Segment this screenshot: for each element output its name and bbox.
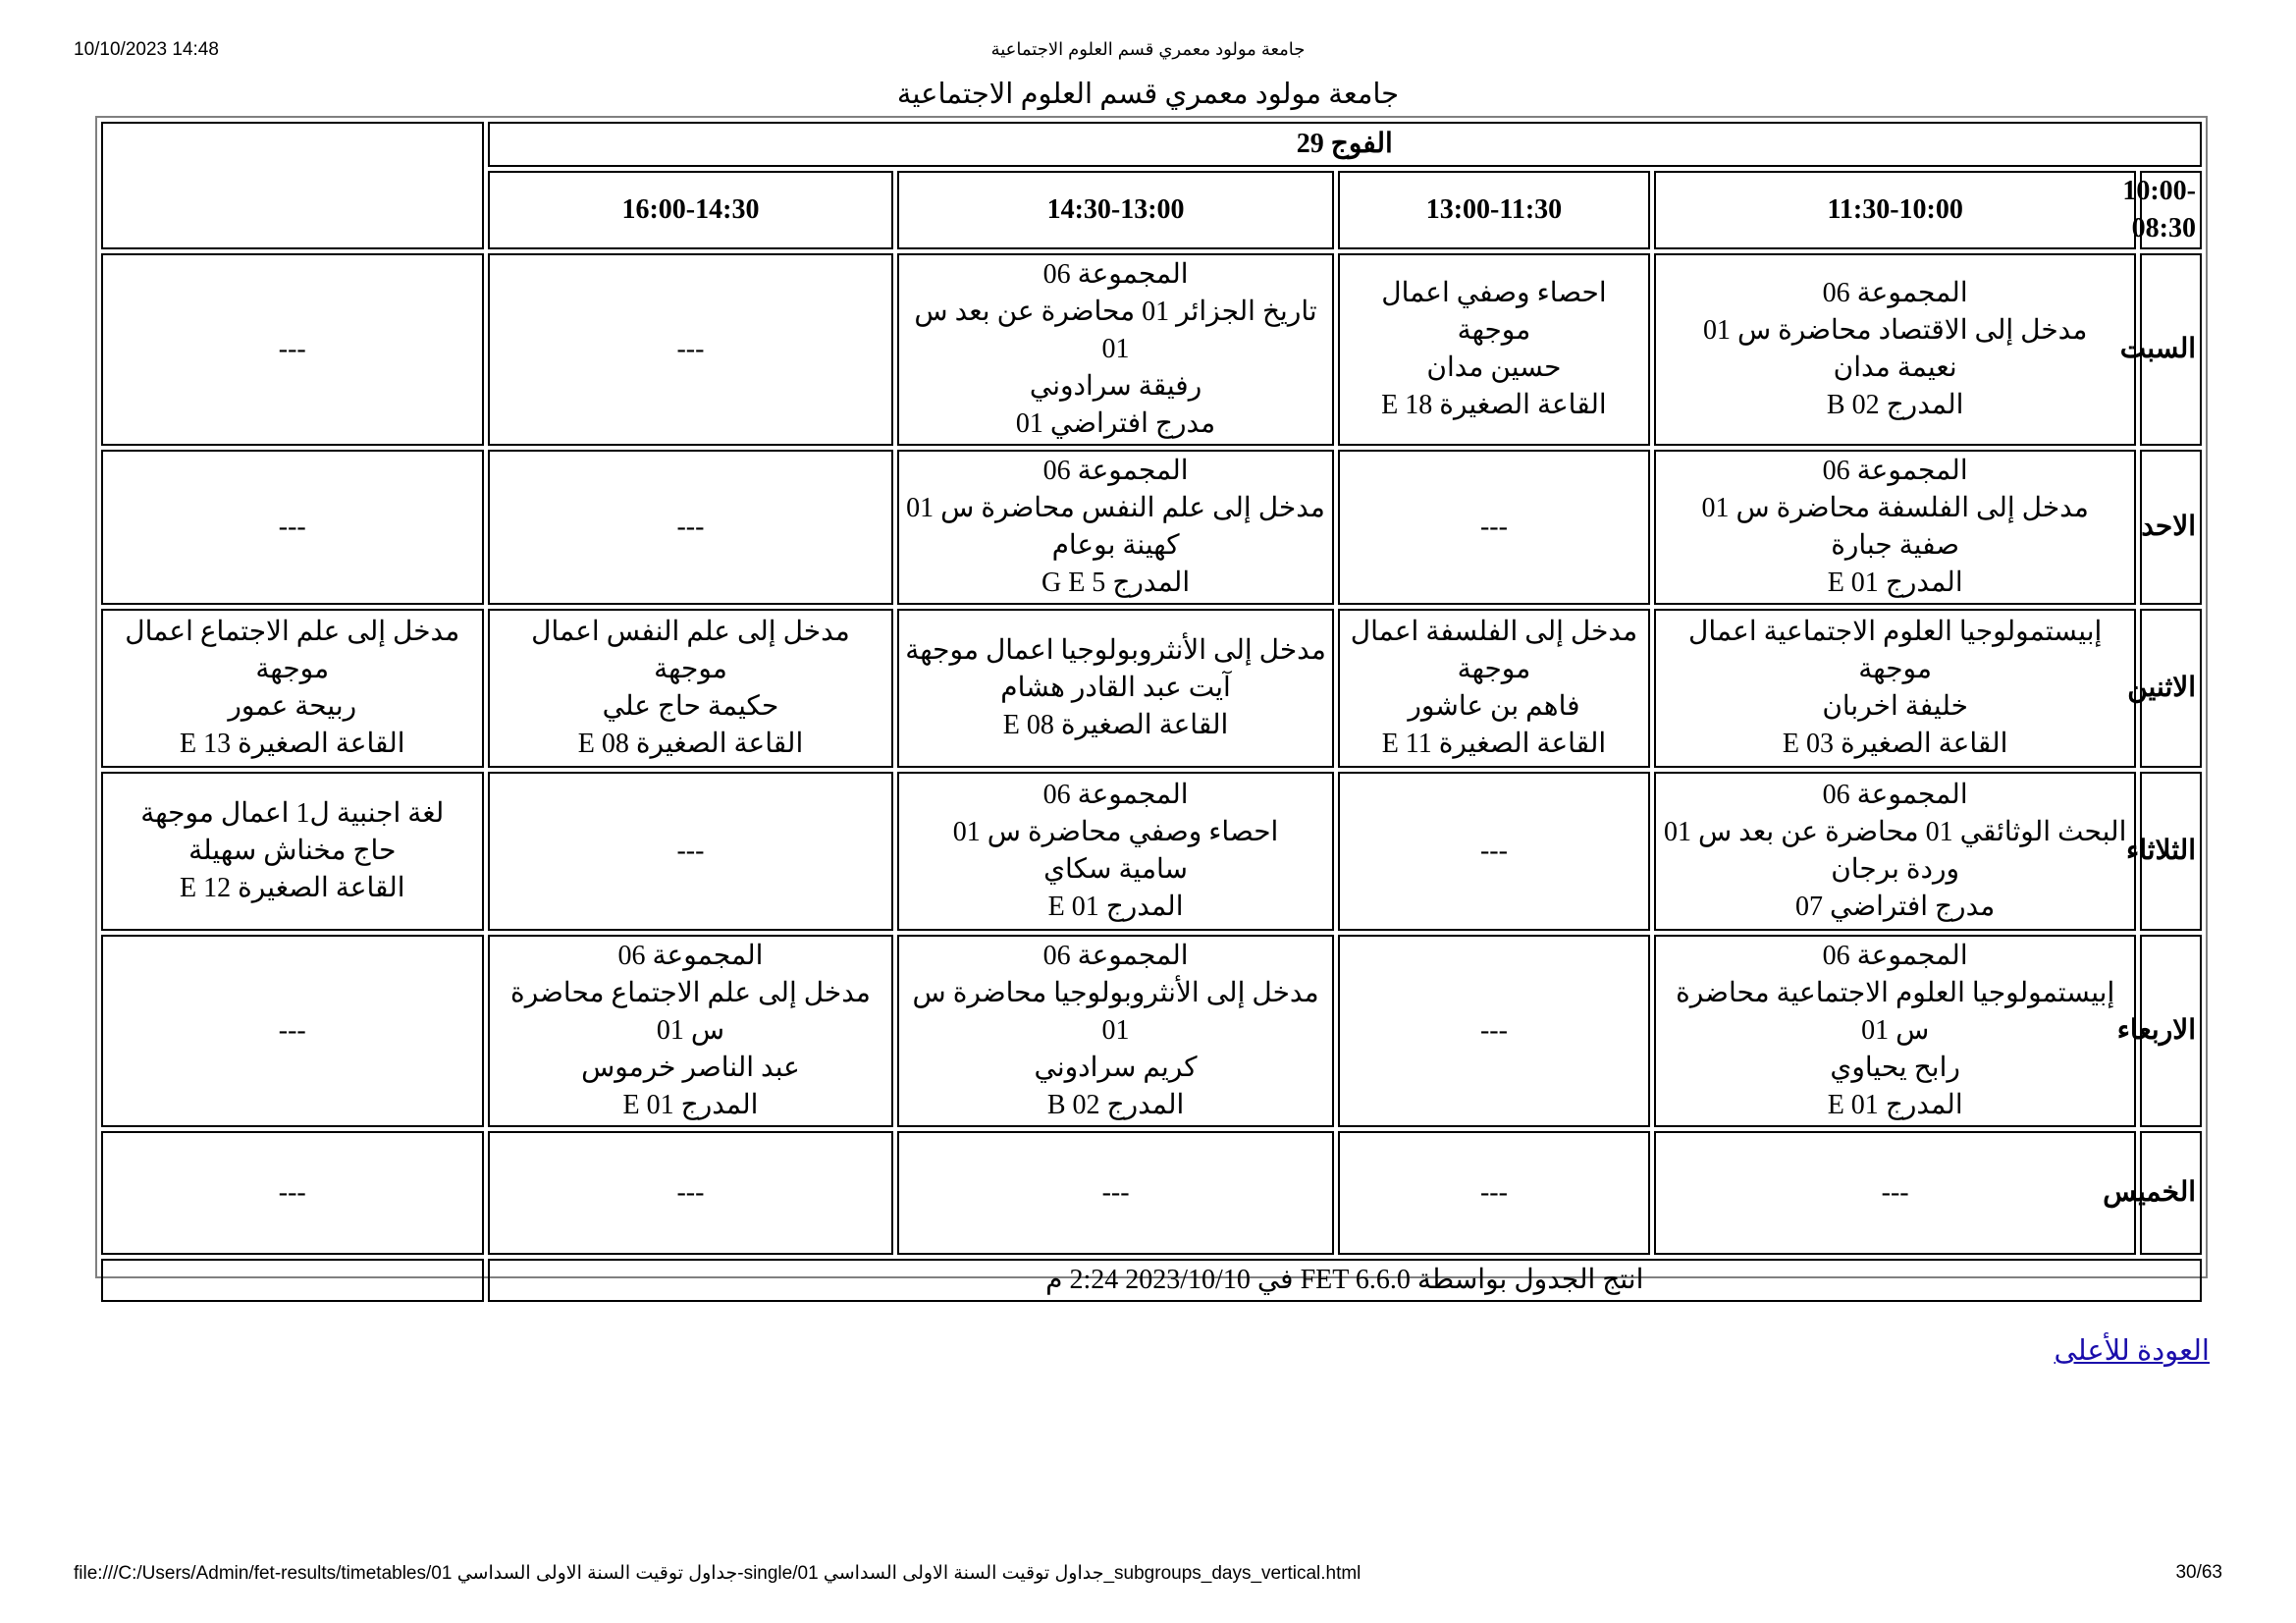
print-header (74, 39, 2222, 69)
cell-line: القاعة الصغيرة E 13 (180, 729, 405, 759)
day-label: السبت (2140, 253, 2202, 446)
cell-line: آيت عبد القادر هشام (1000, 673, 1231, 703)
timetable-cell (1654, 935, 2136, 1127)
cell-line: --- (676, 334, 705, 364)
cell-line: المجموعة 06 (1822, 780, 1968, 810)
cell-line: --- (278, 334, 306, 364)
timetable-cell (897, 253, 1333, 446)
cell-line: المدرج G E 5 (1041, 568, 1191, 598)
timetable-cell (1338, 609, 1651, 768)
timetable-cell (1654, 772, 2136, 931)
cell-line: احصاء وصفي محاضرة س 01 (952, 817, 1279, 847)
generated-note: انتج الجدول بواسطة FET 6.6.0 في 2023/10/10 2:24 م (488, 1259, 2202, 1302)
cell-line: --- (278, 512, 306, 542)
cell-line: --- (1101, 1177, 1130, 1208)
timetable-cell (101, 609, 484, 768)
cell-line: مدخل إلى الفلسفة اعمال موجهة (1350, 617, 1638, 684)
cell-line: --- (1479, 512, 1508, 542)
print-header-title: جامعة مولود معمري قسم العلوم الاجتماعية (990, 39, 1306, 59)
cell-line: مدرج افتراضي 07 (1795, 892, 1996, 922)
cell-line: حكيمة حاج علي (602, 691, 779, 722)
cell-line: المجموعة 06 (1822, 278, 1968, 308)
cell-line: المدرج E 01 (622, 1090, 759, 1120)
timetable-cell (101, 253, 484, 446)
timetable-cell (897, 1131, 1333, 1255)
day-row (101, 772, 2202, 931)
cell-line: المجموعة 06 (1042, 941, 1189, 971)
cell-line: القاعة الصغيرة E 08 (577, 729, 804, 759)
day-label: الاربعاء (2140, 935, 2202, 1127)
cell-line: مدخل إلى علم الاجتماع اعمال موجهة (125, 617, 460, 684)
cell-line: فاهم بن عاشور (1408, 691, 1580, 722)
cell-line: مدخل إلى علم النفس محاضرة س 01 (906, 493, 1325, 523)
cell-line: عبد الناصر خرموس (581, 1053, 800, 1083)
cell-line: --- (676, 1177, 705, 1208)
cell-line: القاعة الصغيرة E 11 (1381, 729, 1607, 759)
cell-line: صفية جبارة (1831, 530, 1960, 561)
timetable-body (101, 253, 2202, 1255)
cell-line: المجموعة 06 (1042, 780, 1189, 810)
timetable-cell (488, 772, 894, 931)
cell-line: --- (1479, 1015, 1508, 1046)
timetable-frame (95, 116, 2208, 1295)
day-row (101, 450, 2202, 605)
cell-line: كهينة بوعام (1051, 530, 1180, 561)
cell-line: القاعة الصغيرة E 08 (1002, 710, 1229, 740)
time-slot-header: 10:00-08:30 (2140, 171, 2202, 249)
print-datetime: 10/10/2023 14:48 (74, 39, 219, 60)
day-label: الاحد (2140, 450, 2202, 605)
cell-line: القاعة الصغيرة E 12 (180, 873, 405, 903)
timetable-cell (488, 450, 894, 605)
cell-line: مدرج افتراضي 01 (1015, 408, 1216, 439)
cell-line: القاعة الصغيرة E 03 (1782, 729, 2008, 759)
cell-line: مدخل إلى الاقتصاد محاضرة س 01 (1702, 315, 2088, 346)
timetable-cell (101, 772, 484, 931)
timetable-cell (488, 935, 894, 1127)
cell-line: --- (676, 512, 705, 542)
cell-line: نعيمة مدان (1833, 352, 1957, 383)
cell-line: مدخل إلى علم الاجتماع محاضرة س 01 (510, 978, 871, 1046)
cell-line: مدخل إلى الأنثروبولوجيا اعمال موجهة (905, 635, 1326, 666)
timetable-cell (897, 935, 1333, 1127)
cell-line: المدرج E 01 (1827, 568, 1963, 598)
cell-line: --- (1479, 1177, 1508, 1208)
time-slot-header: 11:30-10:00 (1654, 171, 2136, 249)
timetable (97, 118, 2206, 1306)
cell-line: البحث الوثائقي 01 محاضرة عن بعد س 01 (1663, 817, 2127, 847)
day-row (101, 609, 2202, 768)
day-row (101, 1131, 2202, 1255)
cell-line: لغة اجنبية ل1 اعمال موجهة (140, 798, 445, 829)
cell-line: مدخل إلى علم النفس اعمال موجهة (531, 617, 850, 684)
day-label: الخميس (2140, 1131, 2202, 1255)
cell-line: القاعة الصغيرة E 18 (1381, 390, 1607, 420)
timetable-cell (101, 1131, 484, 1255)
cell-line: --- (1881, 1177, 1909, 1208)
cell-line: إبيستمولوجيا العلوم الاجتماعية محاضرة س 01 (1676, 978, 2115, 1046)
cell-line: المجموعة 06 (1822, 456, 1968, 486)
timetable-cell (1654, 450, 2136, 605)
cell-line: كريم سرادوني (1034, 1053, 1198, 1083)
page-number: 30/63 (2175, 1562, 2222, 1583)
cell-line: المجموعة 06 (1042, 259, 1189, 290)
cell-line: المدرج B 02 (1046, 1090, 1185, 1120)
time-slot-header: 14:30-13:00 (897, 171, 1333, 249)
cell-line: مدخل إلى الأنثروبولوجيا محاضرة س 01 (912, 978, 1319, 1046)
cell-line: رابح يحياوي (1830, 1053, 1960, 1083)
cell-line: حسين مدان (1426, 352, 1562, 383)
cell-line: المجموعة 06 (1822, 941, 1968, 971)
timetable-cell (488, 1131, 894, 1255)
cell-line: المدرج B 02 (1826, 390, 1964, 420)
cell-line: المجموعة 06 (617, 941, 764, 971)
day-row (101, 253, 2202, 446)
timetable-cell (897, 450, 1333, 605)
timetable-cell (1654, 609, 2136, 768)
print-footer (74, 1562, 2222, 1592)
cell-line: احصاء وصفي اعمال موجهة (1381, 278, 1607, 346)
timetable-cell (488, 253, 894, 446)
cell-line: --- (278, 1015, 306, 1046)
footer-empty-cell (101, 1259, 484, 1302)
cell-line: خليفة اخربان (1822, 691, 1968, 722)
day-label: الثلاثاء (2140, 772, 2202, 931)
timetable-cell (1654, 1131, 2136, 1255)
back-to-top-link[interactable]: العودة للأعلى (2054, 1335, 2210, 1367)
page-title: جامعة مولود معمري قسم العلوم الاجتماعية (896, 79, 1400, 110)
cell-line: مدخل إلى الفلسفة محاضرة س 01 (1701, 493, 2089, 523)
cell-line: --- (676, 836, 705, 866)
timetable-cell (1338, 772, 1651, 931)
corner-cell (101, 122, 484, 249)
cell-line: المجموعة 06 (1042, 456, 1189, 486)
cell-line: --- (278, 1177, 306, 1208)
cell-line: سامية سكاي (1043, 854, 1188, 885)
day-row (101, 935, 2202, 1127)
cell-line: رفيقة سرادوني (1029, 371, 1202, 402)
cell-line: حاج مخناش سهيلة (188, 836, 397, 866)
group-title: الفوج 29 (488, 122, 2202, 167)
file-path: file:///C:/Users/Admin/fet-results/timetables/01 جداول توقيت السنة الاولى السداسي-single/01 جداول توقيت السنة الاولى السداسي_subgroups_days_vertical.html (74, 1563, 1362, 1584)
cell-line: المدرج E 01 (1047, 892, 1184, 922)
cell-line: إبيستمولوجيا العلوم الاجتماعية اعمال موجهة (1688, 617, 2103, 684)
timetable-cell (1338, 253, 1651, 446)
time-slot-header: 16:00-14:30 (488, 171, 894, 249)
cell-line: ربيحة عمور (228, 691, 357, 722)
timetable-cell (897, 772, 1333, 931)
cell-line: وردة برجان (1831, 854, 1960, 885)
timetable-cell (488, 609, 894, 768)
timetable-cell (1338, 935, 1651, 1127)
timetable-cell (897, 609, 1333, 768)
time-slot-header: 13:00-11:30 (1338, 171, 1651, 249)
cell-line: المدرج E 01 (1827, 1090, 1963, 1120)
timetable-cell (101, 450, 484, 605)
cell-line: --- (1479, 836, 1508, 866)
timetable-cell (1654, 253, 2136, 446)
day-label: الاثنين (2140, 609, 2202, 768)
timetable-cell (1338, 1131, 1651, 1255)
cell-line: تاريخ الجزائر 01 محاضرة عن بعد س 01 (914, 297, 1317, 364)
timetable-cell (1338, 450, 1651, 605)
timetable-cell (101, 935, 484, 1127)
